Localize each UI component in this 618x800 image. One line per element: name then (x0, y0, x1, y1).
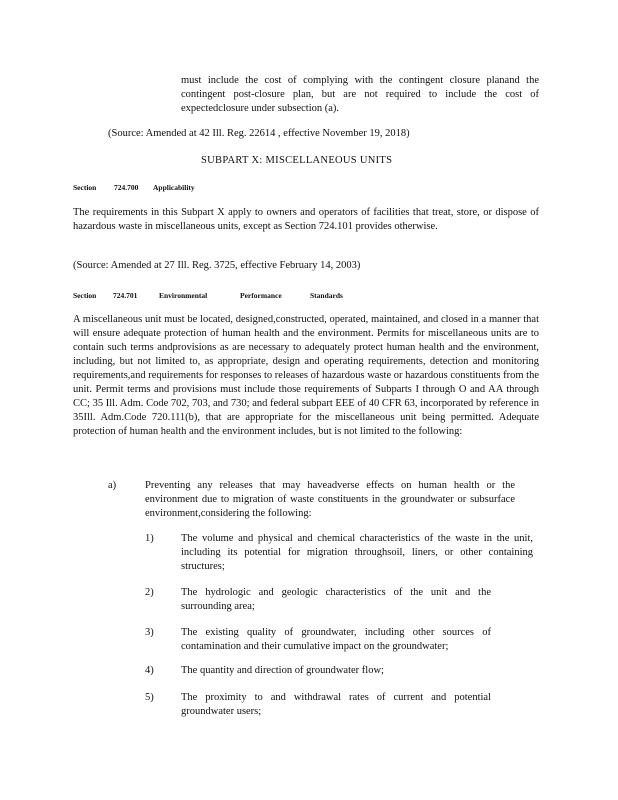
subitem-text: The quantity and direction of groundwater flow; (181, 665, 384, 676)
section-heading-724-700 (73, 183, 273, 193)
section-label: Section (73, 183, 97, 192)
subitem-marker: 1) (145, 533, 154, 544)
section-title-word: Environmental (159, 291, 208, 300)
section-title-word: Performance (240, 291, 282, 300)
section-number: 724.701 (113, 291, 138, 300)
subitem-marker: 5) (145, 692, 154, 703)
subitem-text: The existing quality of groundwater, including other sources of contamination and their cumulative impact on the groundwater; (181, 627, 491, 652)
item-text: Preventing any releases that may haveadverse effects on human health or the environment due to migration of waste constituents in the groundwater or subsurface environment,considering the following: (145, 480, 515, 519)
subitem-text: The hydrologic and geologic characteristics of the unit and the surrounding area; (181, 587, 491, 612)
subpart-heading: SUBPART X: MISCELLANEOUS UNITS (201, 155, 393, 166)
source-note: (Source: Amended at 42 Ill. Reg. 22614 , effective November 19, 2018) (108, 128, 410, 139)
item-marker: a) (108, 480, 117, 491)
subitem-text: The volume and physical and chemical characteristics of the waste in the unit, including its potential for migration throughsoil, liners, or other containing structures; (181, 533, 533, 572)
section-title-word: Standards (310, 291, 343, 300)
section-number: 724.700 (114, 183, 139, 192)
section-body: A miscellaneous unit must be located, designed,constructed, operated, maintained, and closed in a manner that will ensure adequate protection of human health and the environment. Permits for miscellaneous units are to contain such terms andprovisions as are necessary to adequately protect human health and the environment, including, but not limited to, as appropriate, design and operating requirements, detection and monitoring requirements,and requirements for responses to releases of hazardous waste or hazardous constituents from the unit. Permit terms and provisions must include those requirements of Subparts I through O and AA through CC; 35 Ill. Adm. Code 702, 703, and 730; and federal subpart EEE of 40 CFR 63, incorporated by reference in 35Ill. Adm.Code 720.111(b), that are appropriate for the miscellaneous unit being permitted. Adequate protection of human health and the environment includes, but is not limited to the following: (73, 314, 539, 437)
section-heading-724-701 (73, 291, 373, 301)
source-note: (Source: Amended at 27 Ill. Reg. 3725, effective February 14, 2003) (73, 260, 361, 271)
continuation-paragraph: must include the cost of complying with the contingent closure planand the contingent post-closure plan, but are not required to include the cost of expectedclosure under subsection (a). (181, 75, 539, 114)
subitem-marker: 4) (145, 665, 154, 676)
subitem-marker: 2) (145, 587, 154, 598)
subitem-marker: 3) (145, 627, 154, 638)
subitem-text: The proximity to and withdrawal rates of current and potential groundwater users; (181, 692, 491, 717)
section-label: Section (73, 291, 97, 300)
section-title: Applicability (153, 183, 195, 192)
section-body: The requirements in this Subpart X apply to owners and operators of facilities that treat, store, or dispose of hazardous waste in miscellaneous units, except as Section 724.101 provides otherwise. (73, 207, 539, 232)
